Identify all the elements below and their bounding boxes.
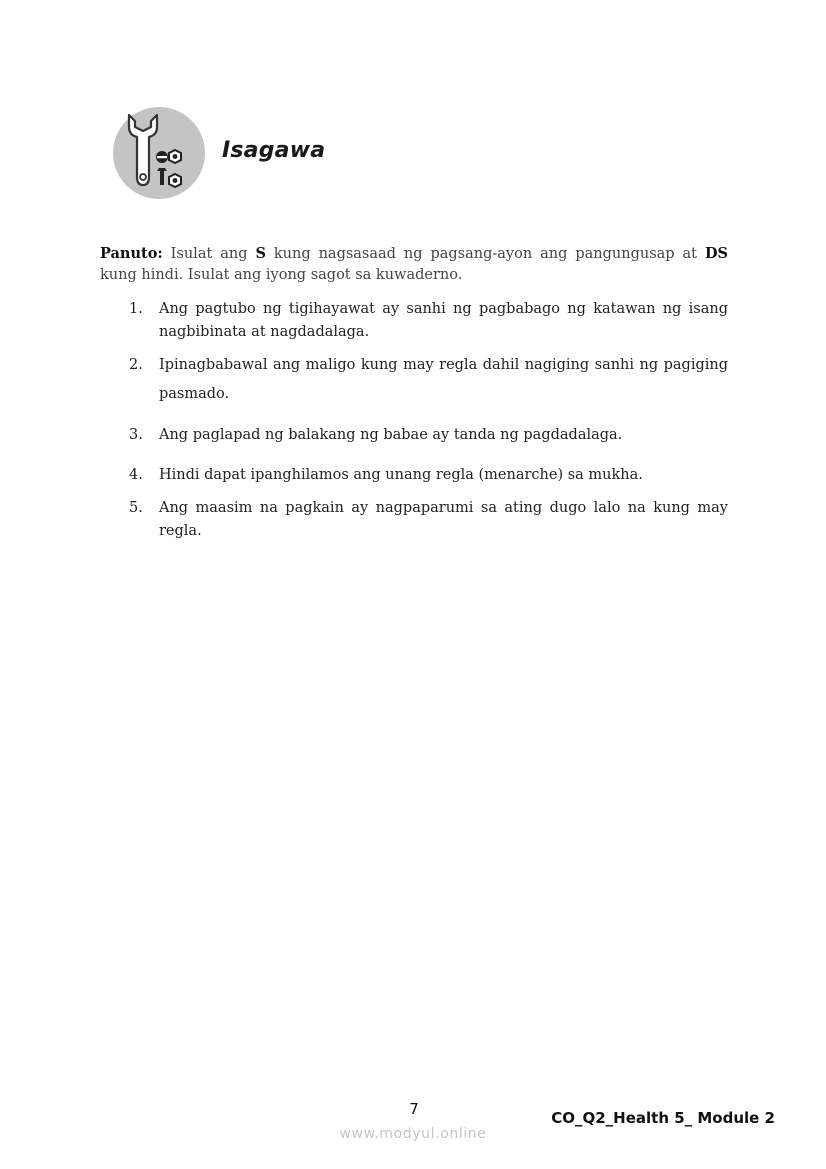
list-item — [129, 464, 728, 487]
wrench-and-bolts-icon — [113, 107, 205, 199]
list-item — [129, 298, 728, 344]
list-item — [129, 497, 728, 543]
item-number: 1. — [129, 301, 143, 317]
section-title: Isagawa — [222, 138, 326, 163]
item-number: 4. — [129, 467, 143, 483]
item-text: Ang paglapad ng balakang ng babae ay tanda ng pagdadalaga. — [159, 427, 623, 443]
list-item — [129, 424, 728, 447]
instructions — [100, 243, 728, 286]
module-code: CO_Q2_Health 5_ Module 2 — [551, 1109, 775, 1127]
item-text: Ipinagbabawal ang maligo kung may regla dahil nagiging sanhi ng pagiging pasmado. — [159, 357, 728, 402]
page-number: 7 — [409, 1100, 419, 1118]
instructions-text-2: kung nagsasaad ng pagsang-ayon ang pangungusap at — [265, 246, 705, 262]
item-number: 3. — [129, 427, 143, 443]
answer-code-s: S — [255, 245, 266, 262]
item-number: 5. — [129, 500, 143, 516]
item-text: Ang pagtubo ng tigihayawat ay sanhi ng pagbabago ng katawan ng isang nagbibinata at nagdadalaga. — [159, 301, 728, 340]
answer-code-ds: DS — [704, 245, 728, 262]
instructions-label: Panuto: — [100, 245, 163, 262]
instructions-text-1: Isulat ang — [162, 246, 256, 262]
item-number: 2. — [129, 357, 143, 373]
list-item — [129, 354, 728, 409]
watermark: www.modyul.online — [339, 1126, 487, 1142]
item-text: Hindi dapat ipanghilamos ang unang regla (menarche) sa mukha. — [159, 467, 643, 483]
item-text: Ang maasim na pagkain ay nagpaparumi sa ating dugo lalo na kung may regla. — [159, 500, 728, 539]
instructions-text-3: kung hindi. Isulat ang iyong sagot sa kuwaderno. — [100, 267, 463, 283]
